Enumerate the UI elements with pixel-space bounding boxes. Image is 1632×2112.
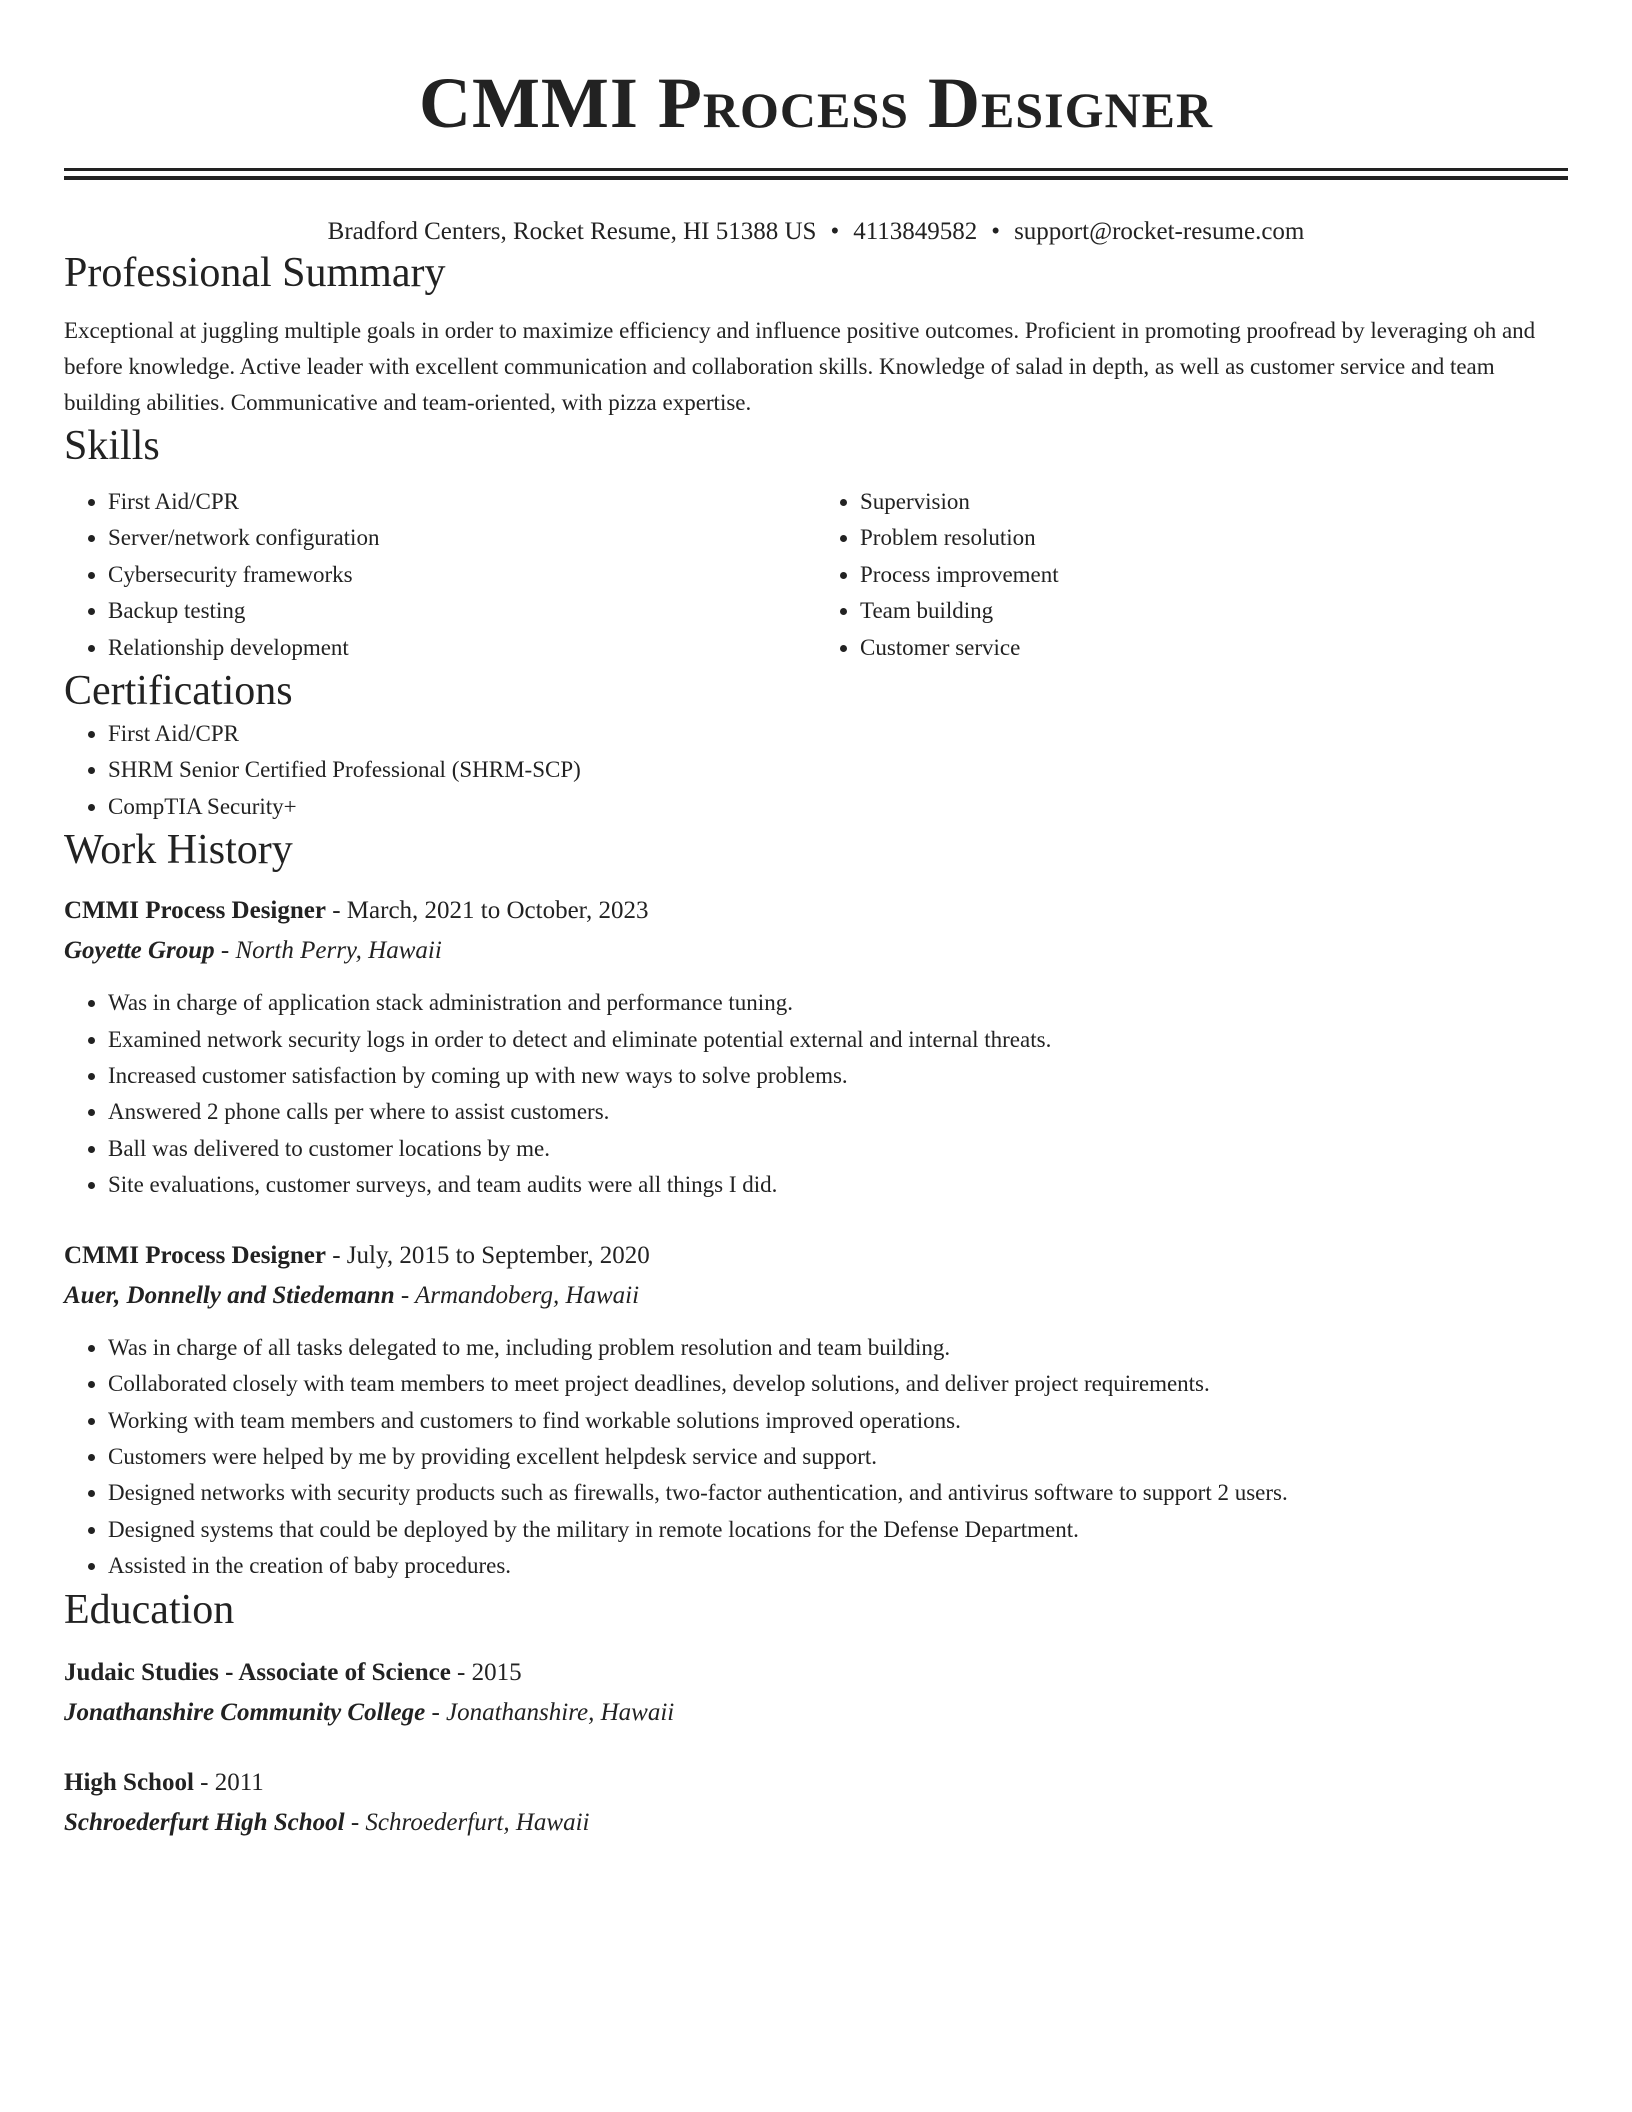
skill-item: • First Aid/CPR: [108, 484, 816, 520]
education-school-line: [64, 1803, 1568, 1843]
contact-line: [64, 216, 1568, 248]
job-bullet: • Answered 2 phone calls per where to assist customers.: [108, 1094, 1568, 1130]
skills-left-list: [64, 484, 816, 666]
contact-separator: •: [991, 218, 1001, 245]
education-degree: Judaic Studies - Associate of Science: [64, 1658, 451, 1686]
resume-title: CMMI Process Designer: [418, 63, 1214, 143]
education-school-line: [64, 1693, 1568, 1733]
job-company: Goyette Group: [64, 937, 215, 965]
job-bullet: • Designed networks with security products such as firewalls, two-factor authentication, and antivirus software to support 2 users.: [108, 1475, 1568, 1511]
job-entry: [64, 891, 1568, 1203]
job-company-line: [64, 931, 1568, 971]
education-location: - Jonathanshire, Hawaii: [425, 1698, 675, 1726]
skill-item: • Supervision: [860, 484, 1568, 520]
job-bullet: • Working with team members and customers to find workable solutions improved operations.: [108, 1403, 1568, 1439]
job-bullets: [64, 1330, 1568, 1585]
certification-item: • CompTIA Security+: [108, 789, 1568, 825]
skill-item: • Cybersecurity frameworks: [108, 557, 816, 593]
job-bullet: • Was in charge of application stack administration and performance tuning.: [108, 985, 1568, 1021]
job-company: Auer, Donnelly and Stiedemann: [64, 1281, 395, 1309]
skill-item: • Backup testing: [108, 593, 816, 629]
contact-separator: •: [830, 218, 840, 245]
skill-item: • Server/network configuration: [108, 520, 816, 556]
job-bullet: • Customers were helped by me by providing excellent helpdesk service and support.: [108, 1439, 1568, 1475]
certification-item: • SHRM Senior Certified Professional (SHRM-SCP): [108, 752, 1568, 788]
job-bullet: • Was in charge of all tasks delegated to me, including problem resolution and team building.: [108, 1330, 1568, 1366]
certification-item: • First Aid/CPR: [108, 716, 1568, 752]
education-degree: High School: [64, 1768, 194, 1796]
contact-address: Bradford Centers, Rocket Resume, HI 51388 US: [327, 218, 817, 245]
job-bullet: • Ball was delivered to customer locations by me.: [108, 1131, 1568, 1167]
education-school: Schroederfurt High School: [64, 1808, 345, 1836]
skills-heading: Skills: [64, 423, 160, 469]
job-location: - Armandoberg, Hawaii: [394, 1281, 640, 1309]
job-title-line: [64, 891, 1568, 931]
job-dates: - March, 2021 to October, 2023: [325, 897, 649, 925]
job-location: - North Perry, Hawaii: [214, 937, 442, 965]
education-entry: [64, 1763, 1568, 1843]
education-heading: Education: [64, 1586, 235, 1633]
job-bullet: • Collaborated closely with team members to meet project deadlines, develop solutions, and deliver project requirements.: [108, 1366, 1568, 1402]
education-year: - 2011: [193, 1768, 264, 1796]
job-entry: [64, 1236, 1568, 1585]
skills-columns: [64, 484, 1568, 666]
job-bullet: • Site evaluations, customer surveys, and team audits were all things I did.: [108, 1167, 1568, 1203]
job-title-line: [64, 1236, 1568, 1276]
contact-email[interactable]: support@rocket-resume.com: [1014, 218, 1305, 245]
job-bullet: • Examined network security logs in order to detect and eliminate potential external and internal threats.: [108, 1022, 1568, 1058]
education-degree-line: [64, 1653, 1568, 1693]
job-company-line: [64, 1276, 1568, 1316]
certifications-heading: Certifications: [64, 668, 293, 715]
education-location: - Schroederfurt, Hawaii: [344, 1808, 590, 1836]
skill-item: • Process improvement: [860, 557, 1568, 593]
skill-item: • Problem resolution: [860, 520, 1568, 556]
job-bullets: [64, 985, 1568, 1203]
job-role: CMMI Process Designer: [64, 1241, 326, 1269]
skill-item: • Customer service: [860, 630, 1568, 666]
summary-text: Exceptional at juggling multiple goals in order to maximize efficiency and influence positive outcomes. Proficient in promoting proofread by leveraging oh and before knowledge. Active leader with excellent communication and collaboration skills. Knowledge of salad in depth, as well as customer service and team building abilities. Communicative and team-oriented, with pizza expertise.: [64, 318, 1536, 415]
work-history-heading: Work History: [64, 827, 293, 874]
skills-right-list: [816, 484, 1568, 666]
education-entry: [64, 1653, 1568, 1733]
job-bullet: • Assisted in the creation of baby procedures.: [108, 1548, 1568, 1584]
job-dates: - July, 2015 to September, 2020: [325, 1241, 650, 1269]
summary-heading: Professional Summary: [64, 250, 446, 296]
skill-item: • Relationship development: [108, 630, 816, 666]
certifications-list: [64, 716, 1568, 825]
skill-item: • Team building: [860, 593, 1568, 629]
title-double-rule: [64, 168, 1568, 180]
job-bullet: • Designed systems that could be deployed by the military in remote locations for the Defense Department.: [108, 1512, 1568, 1548]
education-degree-line: [64, 1763, 1568, 1803]
education-school: Jonathanshire Community College: [64, 1698, 426, 1726]
education-year: - 2015: [450, 1658, 522, 1686]
job-role: CMMI Process Designer: [64, 897, 326, 925]
contact-phone[interactable]: 4113849582: [853, 218, 978, 245]
job-bullet: • Increased customer satisfaction by coming up with new ways to solve problems.: [108, 1058, 1568, 1094]
